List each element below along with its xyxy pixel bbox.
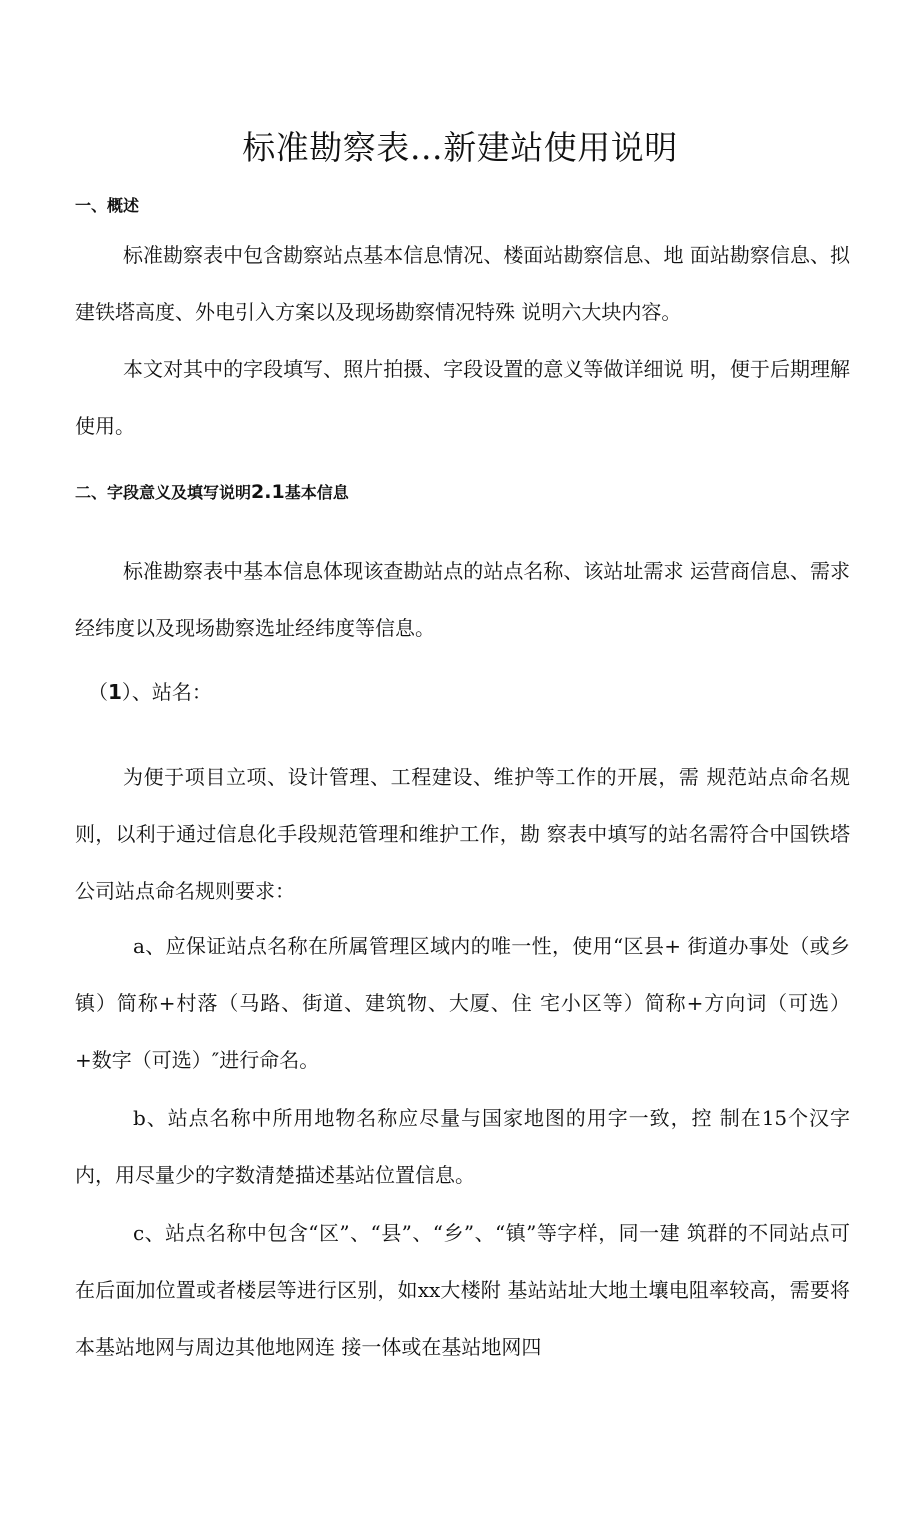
rule-c-paragraph: c、站点名称中包含“区”、“县”、“乡”、“镇”等字样，同一建 筑群的不同站点可在后面加位置或者楼层等进行区别，如xx大楼附 基站站址大地土壤电阻率较高，需要将本基站地网与周边其他地网连 接一体或在基站地网四	[75, 1221, 850, 1359]
overview-paragraph-2: 本文对其中的字段填写、照片拍摄、字段设置的意义等做详细说 明，便于后期理解使用。	[75, 357, 850, 438]
station-name-paragraph: 为便于项目立项、设计管理、工程建设、维护等工作的开展，需 规范站点命名规则，以利于通过信息化手段规范管理和维护工作，勘 察表中填写的站名需符合中国铁塔公司站点命名规则要求：	[75, 765, 850, 903]
section-number: 2.1	[251, 481, 285, 503]
item-number: 1	[108, 680, 122, 704]
section-heading-overview: 一、概述	[75, 196, 140, 215]
item-label-station-name	[88, 677, 212, 707]
basic-info-paragraph: 标准勘察表中基本信息体现该查勘站点的站点名称、该站址需求 运营商信息、需求经纬度以及现场勘察选址经纬度等信息。	[75, 559, 850, 640]
section-heading-fields	[75, 480, 349, 505]
document-title: 标准勘察表…新建站使用说明	[242, 128, 678, 167]
section-heading-fields-suffix: 基本信息	[284, 483, 349, 502]
section-heading-fields-prefix: 二、字段意义及填写说明	[75, 483, 252, 502]
rule-b-paragraph: b、站点名称中所用地物名称应尽量与国家地图的用字一致，控 制在15个汉字内，用尽量少的字数清楚描述基站位置信息。	[75, 1106, 850, 1187]
item-open-paren: （	[88, 680, 108, 704]
rule-a-paragraph: a、应保证站点名称在所属管理区域内的唯一性，使用“区县+ 街道办事处（或乡镇）简称+村落（马路、街道、建筑物、大厦、住 宅小区等）简称+方向词（可选）+数字（可选）″进行命名。	[75, 934, 850, 1072]
overview-paragraph-1: 标准勘察表中包含勘察站点基本信息情况、楼面站勘察信息、地 面站勘察信息、拟建铁塔高度、外电引入方案以及现场勘察情况特殊 说明六大块内容。	[75, 243, 850, 324]
item-label-text: ）、站名：	[121, 680, 212, 704]
